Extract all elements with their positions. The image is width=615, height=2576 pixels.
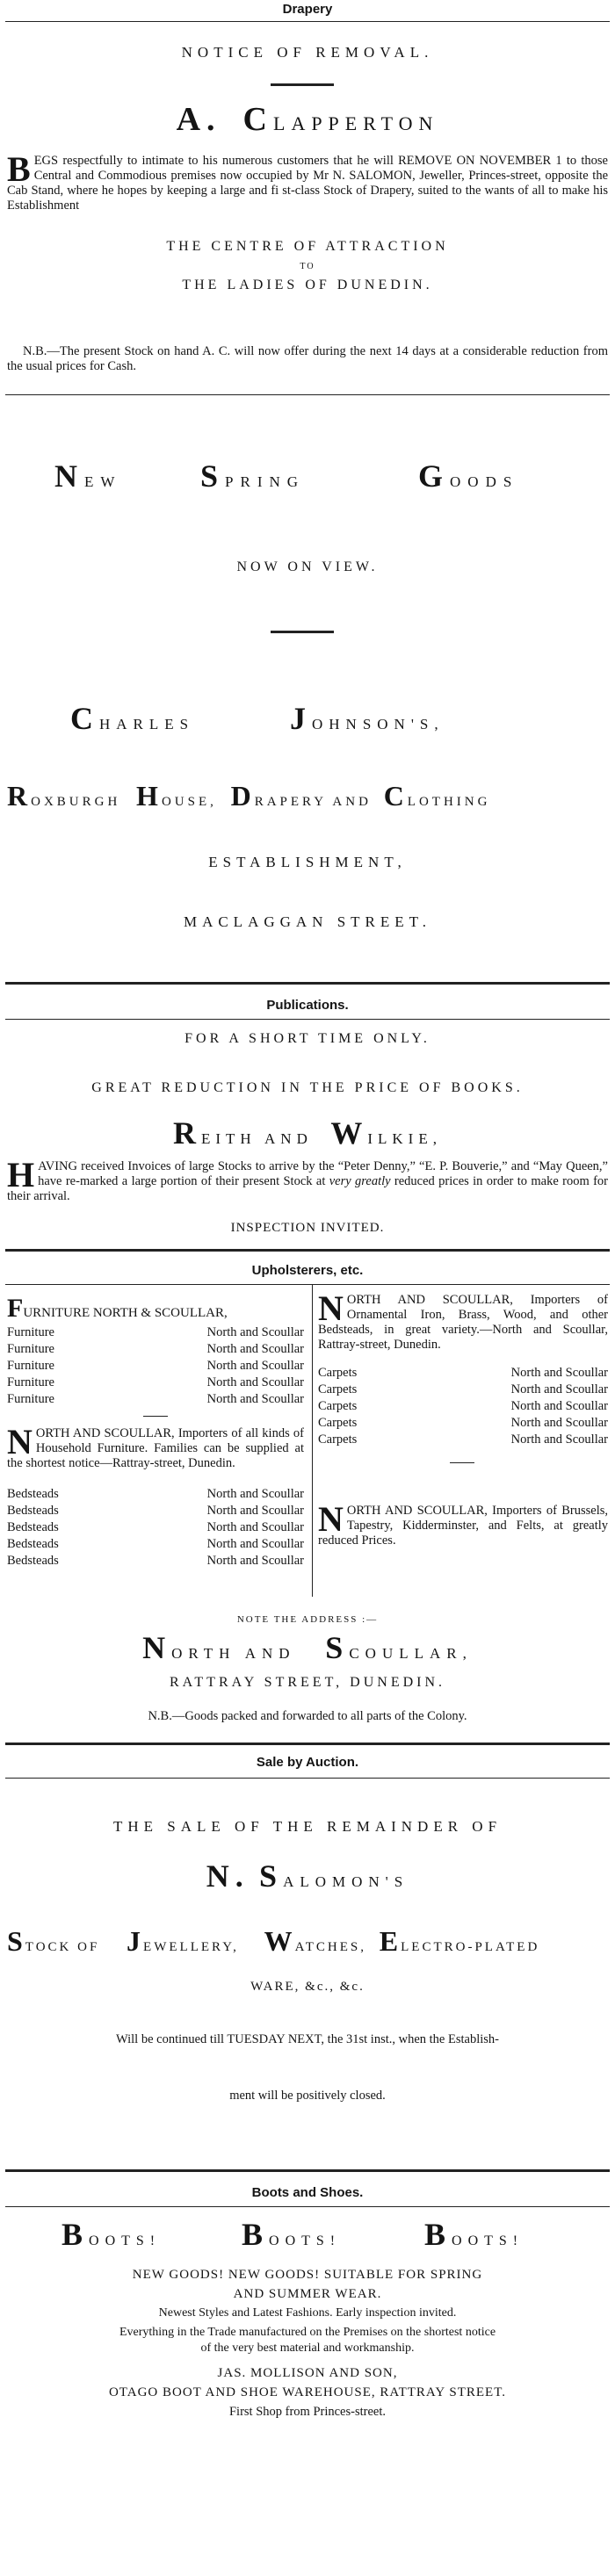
boots-word-3: BOOTS! [424,2217,525,2252]
goods-packed-nb: N.B.—Goods packed and forwarded to all parts of the Colony. [148,1709,467,1723]
item-label: Furniture [7,1359,54,1373]
item-label: Furniture [7,1342,54,1356]
firm-label: North and Scoullar [206,1520,304,1534]
section-title-boots: Boots and Shoes. [251,2185,364,2200]
item-label: Bedsteads [7,1520,59,1534]
bedstead-list [7,1486,304,1569]
list-item [7,1324,304,1341]
firm-label: North and Scoullar [206,1537,304,1551]
list-item [318,1365,608,1382]
bedsteads-ad: NORTH AND SCOULLAR, Importers of Ornamental Iron, Brass, Wood, and other Bedsteads, in great variety.—North and Scoullar, Rattray-street, Dunedin. [318,1288,608,1352]
drapery-body: BEGS respectfully to intimate to his numerous customers that he will REMOVE ON NOVEMBER 1 to those Central and Commodious premises now occupied by Mr N. SALOMON, Jeweller, Princes-street, opposite the Cab Stand, where he hopes by keeping a large and fi st-class Stock of Drapery, suited to the wants of all to make his Establishment [7,149,608,213]
section-title-drapery: Drapery [282,2,333,17]
list-item [7,1503,304,1519]
mollison-line: JAS. MOLLISON AND SON, [217,2366,398,2380]
short-rule [271,83,334,86]
ladies-line: THE LADIES OF DUNEDIN. [182,278,433,292]
clapperton-name: A. CLAPPERTON [176,101,439,138]
list-item [7,1536,304,1553]
stock-line: STOCK OF JEWELLERY, WATCHES, ELECTRO-PLATED [7,1925,540,1957]
publications-body: HAVING received Invoices of large Stocks to arrive by the “Peter Denny,” “E. P. Bouverie,” and “May Queen,” have re-marked a large portion of their present Stock at very greatly reduced prices in order to make room for their arrival. [7,1155,609,1203]
list-item [318,1415,608,1432]
material-line: of the very best material and workmanship. [200,2341,415,2355]
list-item [7,1341,304,1358]
list-item [7,1486,304,1503]
firm-label: North and Scoullar [510,1366,608,1380]
dropcap: H [7,1155,35,1194]
styles-line: Newest Styles and Latest Fashions. Early inspection invited. [158,2306,457,2320]
note-address: NOTE THE ADDRESS :— [236,1614,379,1625]
item-label: Furniture [7,1392,54,1406]
everything-line: Everything in the Trade manufactured on the Premises on the shortest notice [119,2326,496,2339]
inspection-invited: INSPECTION INVITED. [230,1221,385,1235]
to-line: TO [300,262,315,271]
divider [5,1284,610,1285]
warehouse-line: OTAGO BOOT AND SHOE WAREHOUSE, RATTRAY STREET. [108,2385,507,2399]
divider [5,2169,610,2172]
short-rule [271,631,334,633]
new-goods-line: NEW GOODS! NEW GOODS! SUITABLE FOR SPRING [132,2268,483,2282]
divider [5,1778,610,1779]
centre-line: THE CENTRE OF ATTRACTION [166,239,449,254]
firm-label: North and Scoullar [510,1382,608,1396]
item-label: Bedsteads [7,1537,59,1551]
section-title-publications: Publications. [266,998,349,1013]
establishment: ESTABLISHMENT, [208,854,407,870]
divider [5,1249,610,1252]
dash [143,1416,168,1417]
divider [5,394,610,395]
item-label: Furniture [7,1325,54,1339]
household-furniture-ad: NORTH AND SCOULLAR, Importers of all kinds of Household Furniture. Families can be supplied at the shortest notice—Rattray-street, Dunedin. [7,1422,304,1470]
divider [5,2206,610,2207]
closed-line: ment will be positively closed. [229,2089,386,2103]
firm-label: North and Scoullar [206,1342,304,1356]
list-item [7,1391,304,1408]
rattray-street: RATTRAY STREET, DUNEDIN. [169,1675,446,1690]
firm-label: North and Scoullar [206,1359,304,1373]
firm-label: North and Scoullar [206,1375,304,1389]
list-item [318,1398,608,1415]
item-label: Bedsteads [7,1487,59,1501]
boots-word-1: BOOTS! [62,2217,162,2252]
item-label: Carpets [318,1416,358,1430]
now-on-view: NOW ON VIEW. [236,559,379,574]
reith-wilkie: REITH AND WILKIE, [173,1115,442,1151]
column-divider [312,1285,313,1597]
firm-label: North and Scoullar [206,1487,304,1501]
carpets-ad: NORTH AND SCOULLAR, Importers of Brussels, Tapestry, Kidderminster, and Felts, at greatly reduced Prices. [318,1499,608,1548]
list-item [7,1375,304,1391]
short-time: FOR A SHORT TIME ONLY. [184,1031,430,1046]
sale-line: THE SALE OF THE REMAINDER OF [112,1818,503,1835]
list-item [7,1519,304,1536]
ware-line: WARE, &c., &c. [250,1980,365,1994]
great-reduction: GREAT REDUCTION IN THE PRICE OF BOOKS. [91,1080,524,1095]
notice-heading: NOTICE OF REMOVAL. [181,44,434,61]
section-title-auction: Sale by Auction. [256,1755,359,1770]
firm-label: North and Scoullar [206,1554,304,1568]
firm-label: North and Scoullar [510,1416,608,1430]
dropcap: B [7,149,31,189]
salomons-heading: N. SALOMON'S [206,1858,409,1894]
list-item [7,1553,304,1569]
firm-label: North and Scoullar [206,1504,304,1518]
section-title-upholsterers: Upholsterers, etc. [251,1263,364,1278]
divider [5,21,610,22]
spring-word: SPRING [200,458,306,494]
item-label: Carpets [318,1382,358,1396]
johnsons-word: JOHNSON'S, [290,701,445,736]
drapery-nb: N.B.—The present Stock on hand A. C. will now offer during the next 14 days at a considerable reduction from the usual prices for Cash. [7,344,608,373]
item-label: Carpets [318,1432,358,1447]
boots-word-2: BOOTS! [242,2217,342,2252]
charles-word: CHARLES [70,701,195,736]
item-label: Furniture [7,1375,54,1389]
list-item [318,1432,608,1448]
item-label: Carpets [318,1399,358,1413]
list-item [318,1382,608,1398]
first-shop-line: First Shop from Princes-street. [228,2405,386,2419]
maclaggan-street: MACLAGGAN STREET. [183,913,432,930]
carpet-list [318,1365,608,1448]
furniture-list [7,1324,304,1408]
item-label: Bedsteads [7,1504,59,1518]
firm-label: North and Scoullar [206,1325,304,1339]
continued-line: Will be continued till TUESDAY NEXT, the 31st inst., when the Establish- [116,2032,499,2046]
furniture-heading: FURNITURE NORTH & SCOULLAR, [7,1294,228,1323]
goods-word: GOODS [418,458,519,494]
summer-line: AND SUMMER WEAR. [233,2287,382,2301]
firm-label: North and Scoullar [510,1399,608,1413]
list-item [7,1358,304,1375]
divider [5,1743,610,1745]
firm-label: North and Scoullar [510,1432,608,1447]
roxburgh-line: ROXBURGH HOUSE, DRAPERY AND CLOTHING [7,780,491,812]
divider [5,1019,610,1020]
divider [5,982,610,985]
item-label: Carpets [318,1366,358,1380]
north-scoullar-heading: NORTH AND SCOULLAR, [142,1630,473,1665]
item-label: Bedsteads [7,1554,59,1568]
new-word: NEW [54,458,122,494]
dash [450,1462,474,1463]
firm-label: North and Scoullar [206,1392,304,1406]
